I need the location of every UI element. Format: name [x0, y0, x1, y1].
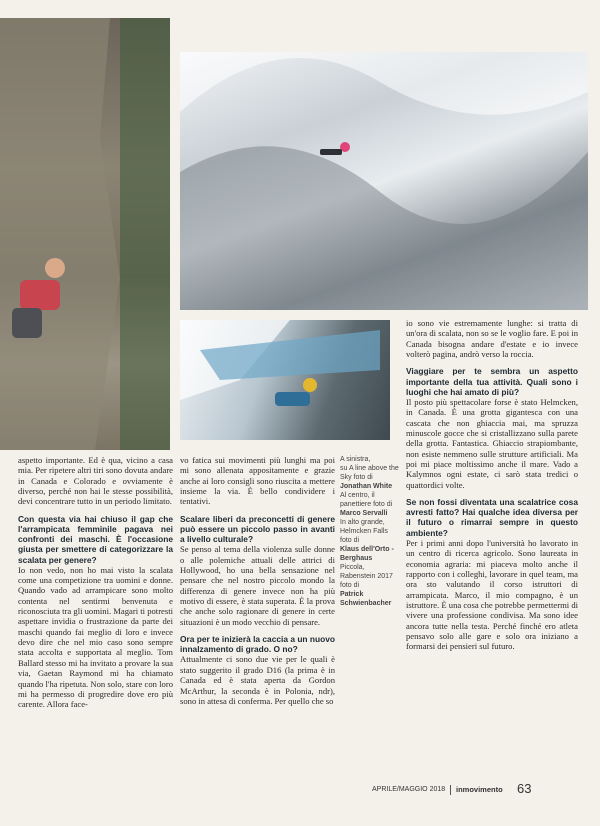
- photo-credit: Marco Servalli: [340, 510, 388, 517]
- paragraph: vo fatica sui movimenti più lunghi ma poi mi sono allenata appositamente e grazie anche ai loro consigli sono riuscita a mettere insieme la via. È bello condividere i tentativi.: [180, 455, 335, 507]
- caption-text: A sinistra,: [340, 456, 371, 463]
- text-column-3: [406, 318, 578, 652]
- photo-credit: Klaus dell'Orto - Berghaus: [340, 546, 394, 562]
- text-column-1: [18, 455, 173, 710]
- paragraph: io sono vie estremamente lunghe: si tratta di un'ora di scalata, non so se le voglio fare. E poi in Canada bisogna andare d'estate e io invece volterò pagina, andrò verso la roccia.: [406, 318, 578, 360]
- question-heading: Ora per te inizierà la caccia a un nuovo innalzamento di grado. O no?: [180, 634, 335, 655]
- photo-credit: Jonathan White: [340, 483, 393, 490]
- paragraph: Se penso al tema della violenza sulle donne o alle polemiche attuali delle attrici di Hollywood, ho una bella sensazione nel pensare che nel nostro piccolo mondo la differenza di genere invece non ha più motivo di essere, è stata superata. È la prova che anche solo ragionare di genere in certe situazioni è un modo vecchio di pensare.: [180, 544, 335, 627]
- text-column-2: [180, 455, 335, 706]
- page-footer: [372, 780, 582, 800]
- paragraph: Io non vedo, non ho mai visto la scalata come una competizione tra uomini e donne. Quando vado ad arrampicare sono molto contenta nel sentirmi benvenuta e riconosciuta tra gli uomini. Magari ti potresti aspettare invidia o frustrazione da parte dei maschi quando fai meglio di loro e invece devo dire che nel mio caso sono sempre stata accolta e supportata al meglio. Tom Ballard stesso mi ha invitato a provare la sua via, Gaetan Raymond mi ha chiamato quando l'ha ripetuta. Non solo, stare con loro mi ha permesso di progredire dove ero più carente. Allora face-: [18, 564, 173, 710]
- photo-top-art: [180, 52, 588, 310]
- caption-text: Al centro, il panettiere foto di: [340, 492, 393, 508]
- question-heading: Scalare liberi da preconcetti di genere può essere un piccolo passo in avanti a livello culturale?: [180, 513, 335, 545]
- photo-mid-art: [180, 320, 390, 440]
- photo-caption: [340, 455, 400, 608]
- photo-ice-climber-overhang: [180, 320, 390, 440]
- photo-climber-rock-wall: [0, 18, 170, 450]
- footer-divider: [450, 785, 451, 795]
- paragraph: Il posto più spettacolare forse è stato Helmcken, in Canada. È una grotta gigantesca con una cascata che non ghiaccia mai, ma spruzza minuscole gocce che si cristallizzano sulla parete della grotta. Fantastica. Ghiaccio strapiombante, non esiste nemmeno sulle strutture artificiali. Ma poi mi piace moltissimo anche il mare. Vado a Kalymnos ogni estate, ci sarò stata tredici o quattordici volte.: [406, 396, 578, 490]
- photo-credit: Patrick Schwienbacher: [340, 591, 392, 607]
- paragraph: Attualmente ci sono due vie per le quali è stato suggerito il grado D16 (la prima è in Canada ed è stata aperta da Gordon McArthur, la seconda è in Polonia, ndr), sono in attesa di conferma. Per quello che so: [180, 654, 335, 706]
- issue-date: APRILE/MAGGIO 2018: [372, 786, 446, 793]
- caption-text: Piccola, Rabenstein 2017 foto di: [340, 564, 393, 589]
- caption-text: su A line above the Sky foto di: [340, 465, 399, 481]
- question-heading: Con questa via hai chiuso il gap che l'arrampicata femminile pagava nei confronti dei maschi. È l'occasione giusta per smettere di categorizzare la scalata per genere?: [18, 513, 173, 565]
- photo-ice-cave: [180, 52, 588, 310]
- question-heading: Viaggiare per te sembra un aspetto importante della tua attività. Quali sono i luoghi che hai amato di più?: [406, 366, 578, 397]
- paragraph: Per i primi anni dopo l'università ho lavorato in un centro di ricerca agricolo. Sono laureata in economia agraria: mi piaceva molto anche il rapporto con i colleghi, lavorare in quel team, ma ora sto valutando il corso istruttori di arrampicata. Marco, il mio compagno, è un istruttore. È una cosa che potrebbe permettermi di vivere una professione condivisa. Ma sono idee ancora tutte nella testa. Perché finché ero atleta pensavo solo alle gare e solo ora iniziano a formarsi dei pensieri sul futuro.: [406, 537, 578, 652]
- paragraph: aspetto importante. Ed è qua, vicino a casa mia. Per ripetere altri tiri sono dovuta andare in Canada e Colorado e ovviamente è diverso, perché non hai le stesse possibilità, devi concentrare tutto in un periodo limitato.: [18, 455, 173, 507]
- photo-left-art: [0, 18, 170, 450]
- magazine-name: inmovimento: [456, 785, 503, 794]
- question-heading: Se non fossi diventata una scalatrice cosa avresti fatto? Hai qualche idea diversa per il futuro o rimarrai sempre in questo ambiente?: [406, 497, 578, 538]
- page-number: 63: [517, 781, 532, 796]
- caption-text: In alto grande, Helmcken Falls foto di: [340, 519, 388, 544]
